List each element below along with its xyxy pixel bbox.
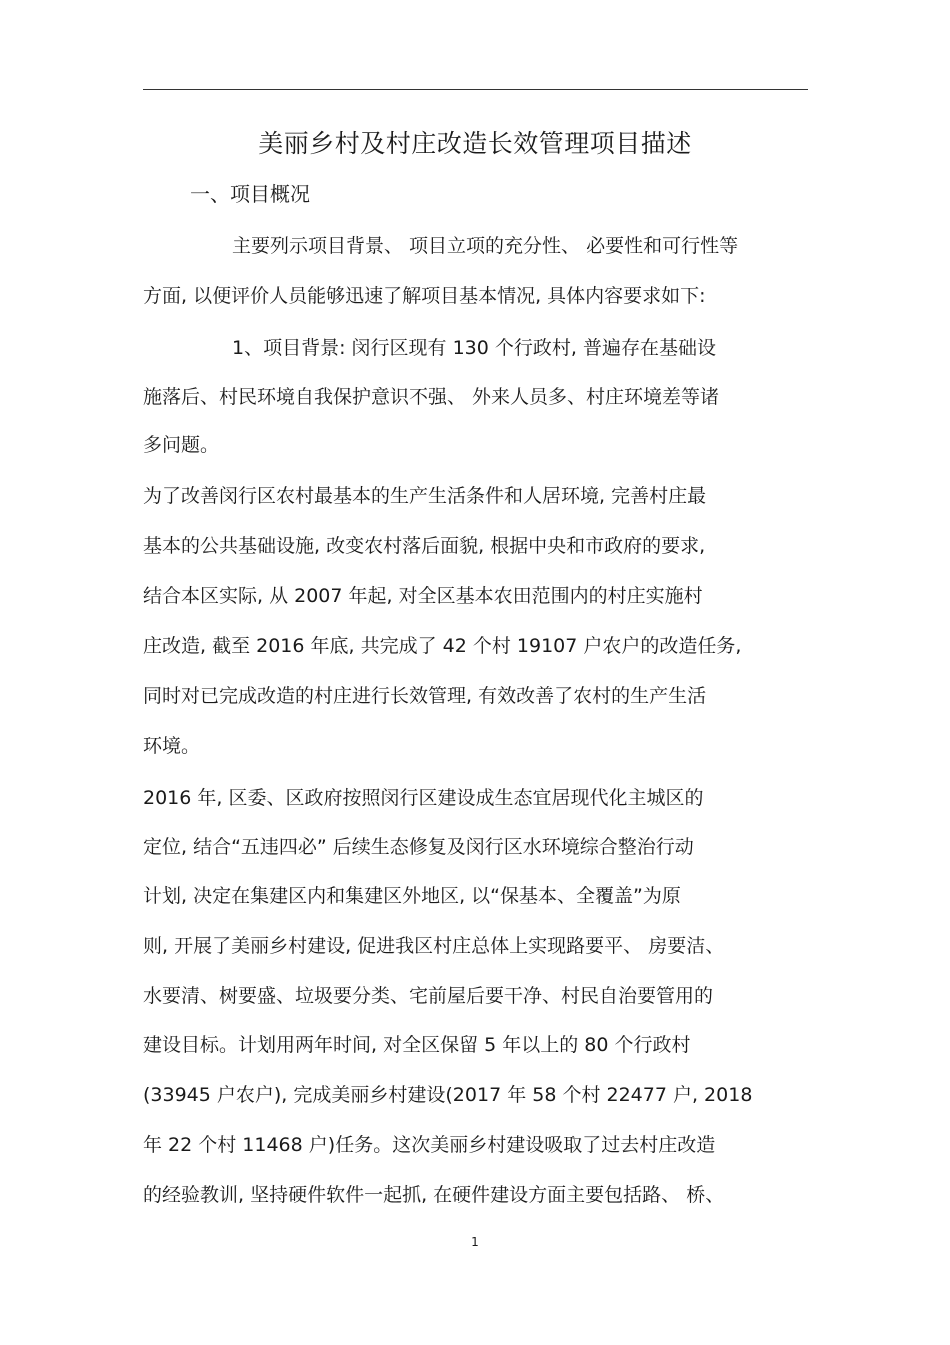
body-line: 为了改善闵行区农村最基本的生产生活条件和人居环境, 完善村庄最 [143, 485, 707, 507]
body-line: 基本的公共基础设施, 改变农村落后面貌, 根据中央和市政府的要求, [143, 535, 706, 557]
body-line: 建设目标。计划用两年时间, 对全区保留 5 年以上的 80 个行政村 [143, 1034, 691, 1056]
body-line: 则, 开展了美丽乡村建设, 促进我区村庄总体上实现路要平、 房要洁、 [143, 935, 725, 957]
header-rule [143, 89, 808, 90]
body-line: 定位, 结合“五违四必” 后续生态修复及闵行区水环境综合整治行动 [143, 836, 694, 858]
body-line: (33945 户农户), 完成美丽乡村建设(2017 年 58 个村 22477 户, 2018 [143, 1084, 753, 1106]
document-title: 美丽乡村及村庄改造长效管理项目描述 [258, 129, 692, 158]
body-line: 年 22 个村 11468 户)任务。这次美丽乡村建设吸取了过去村庄改造 [143, 1134, 716, 1156]
body-line: 结合本区实际, 从 2007 年起, 对全区基本农田范围内的村庄实施村 [143, 585, 703, 607]
body-line: 计划, 决定在集建区内和集建区外地区, 以“保基本、全覆盖”为原 [143, 885, 681, 907]
body-line: 水要清、树要盛、垃圾要分类、宅前屋后要干净、村民自治要管用的 [143, 985, 714, 1007]
body-line: 庄改造, 截至 2016 年底, 共完成了 42 个村 19107 户农户的改造任务, [143, 635, 742, 657]
body-line: 施落后、村民环境自我保护意识不强、 外来人员多、村庄环境差等诸 [143, 386, 720, 408]
body-line: 环境。 [143, 735, 201, 757]
body-line: 的经验教训, 坚持硬件软件一起抓, 在硬件建设方面主要包括路、 桥、 [143, 1184, 725, 1206]
body-line: 方面, 以便评价人员能够迅速了解项目基本情况, 具体内容要求如下: [143, 285, 706, 307]
body-line: 同时对已完成改造的村庄进行长效管理, 有效改善了农村的生产生活 [143, 685, 707, 707]
body-line: 多问题。 [143, 434, 220, 456]
page-number: 1 [471, 1235, 479, 1249]
section-heading: 一、项目概况 [190, 182, 310, 206]
body-line: 2016 年, 区委、区政府按照闵行区建设成生态宜居现代化主城区的 [143, 787, 704, 809]
body-line: 主要列示项目背景、 项目立项的充分性、 必要性和可行性等 [232, 235, 739, 257]
body-line: 1、项目背景: 闵行区现有 130 个行政村, 普遍存在基础设 [232, 337, 716, 359]
